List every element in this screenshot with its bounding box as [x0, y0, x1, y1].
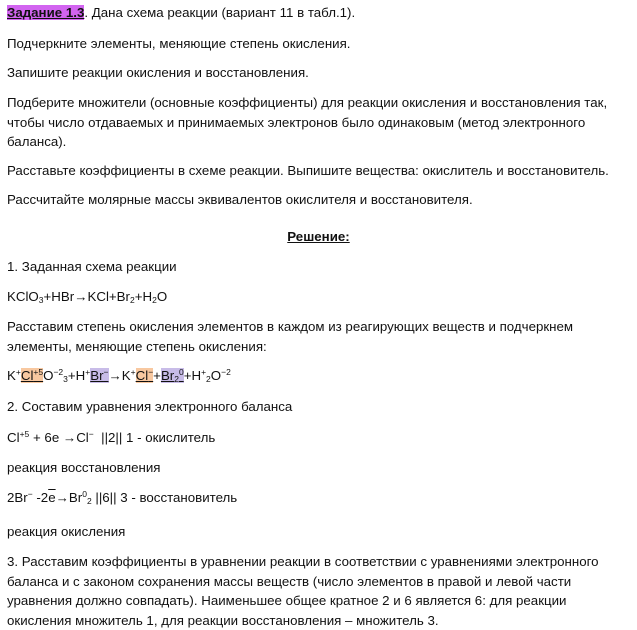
task-step-2: Запишите реакции окисления и восстановления.: [7, 65, 309, 80]
bromine-highlight: Br−: [90, 367, 109, 383]
chlorine-highlight: $Cl^{+5}$: [20, 367, 44, 383]
reduction-label: реакция восстановления: [7, 460, 161, 475]
task-intro: Задание 1.3. Дана схема реакции (вариант 11 в табл.1).: [7, 5, 356, 20]
task-step-3: Подберите множители (основные коэффициенты) для реакции окисления и восстановления так, чтобы число отдаваемых и принимаемых электронов было одинаковым (метод электронного баланса).: [7, 95, 608, 149]
task-step-5: Рассчитайте молярные массы эквивалентов окислителя и восстановителя.: [7, 192, 473, 207]
reaction-scheme: $KClO_3+HBr\to KCl+Br_2+H_2O$: [7, 289, 168, 305]
task-step-1: Подчеркните элементы, меняющие степень окисления.: [7, 36, 351, 51]
oxidation-states-scheme: $K^+Cl^{+5}O^{-2}_3+H^+Br^-\to K^+Cl^-+Br_2^0+H^+_2O^{-2}$: [7, 367, 231, 384]
solution-step-1-text: Расставим степень окисления элементов в каждом из реагирующих веществ и подчеркнем элементы, меняющие степень окисления:: [7, 319, 574, 354]
chloride-highlight: Cl−: [135, 367, 154, 383]
solution-heading: Решение:: [287, 229, 350, 244]
task-step-4: Расставьте коэффициенты в схеме реакции. Выпишите вещества: окислитель и восстановитель.: [7, 163, 609, 178]
oxidation-equation: 2Br− $-2\overline{e}\to Br^0_2$ ||6|| 3 - восстановитель: [7, 489, 238, 506]
task-label: Задание 1.3: [7, 5, 85, 20]
reduction-equation: $Cl^{+5} + 6e \to Cl^-$ ||2|| 1 - окислитель: [7, 429, 216, 445]
solution-step-1-title: 1. Заданная схема реакции: [7, 259, 177, 274]
solution-step-2-title: 2. Составим уравнения электронного баланса: [7, 399, 293, 414]
solution-step-3-text: 3. Расставим коэффициенты в уравнении реакции в соответствии с уравнениями электронного баланса и с законом сохранения массы веществ (число элементов в правой и левой части уравнения должно совпадать). Наименьшее общее кратное 2 и 6 является 6: для реакции окисления множитель 1, для реакции восстановления – множитель 3.: [7, 554, 599, 628]
bromine-product-highlight: $Br_2^0$: [160, 367, 184, 384]
oxidation-label: реакция окисления: [7, 524, 126, 539]
